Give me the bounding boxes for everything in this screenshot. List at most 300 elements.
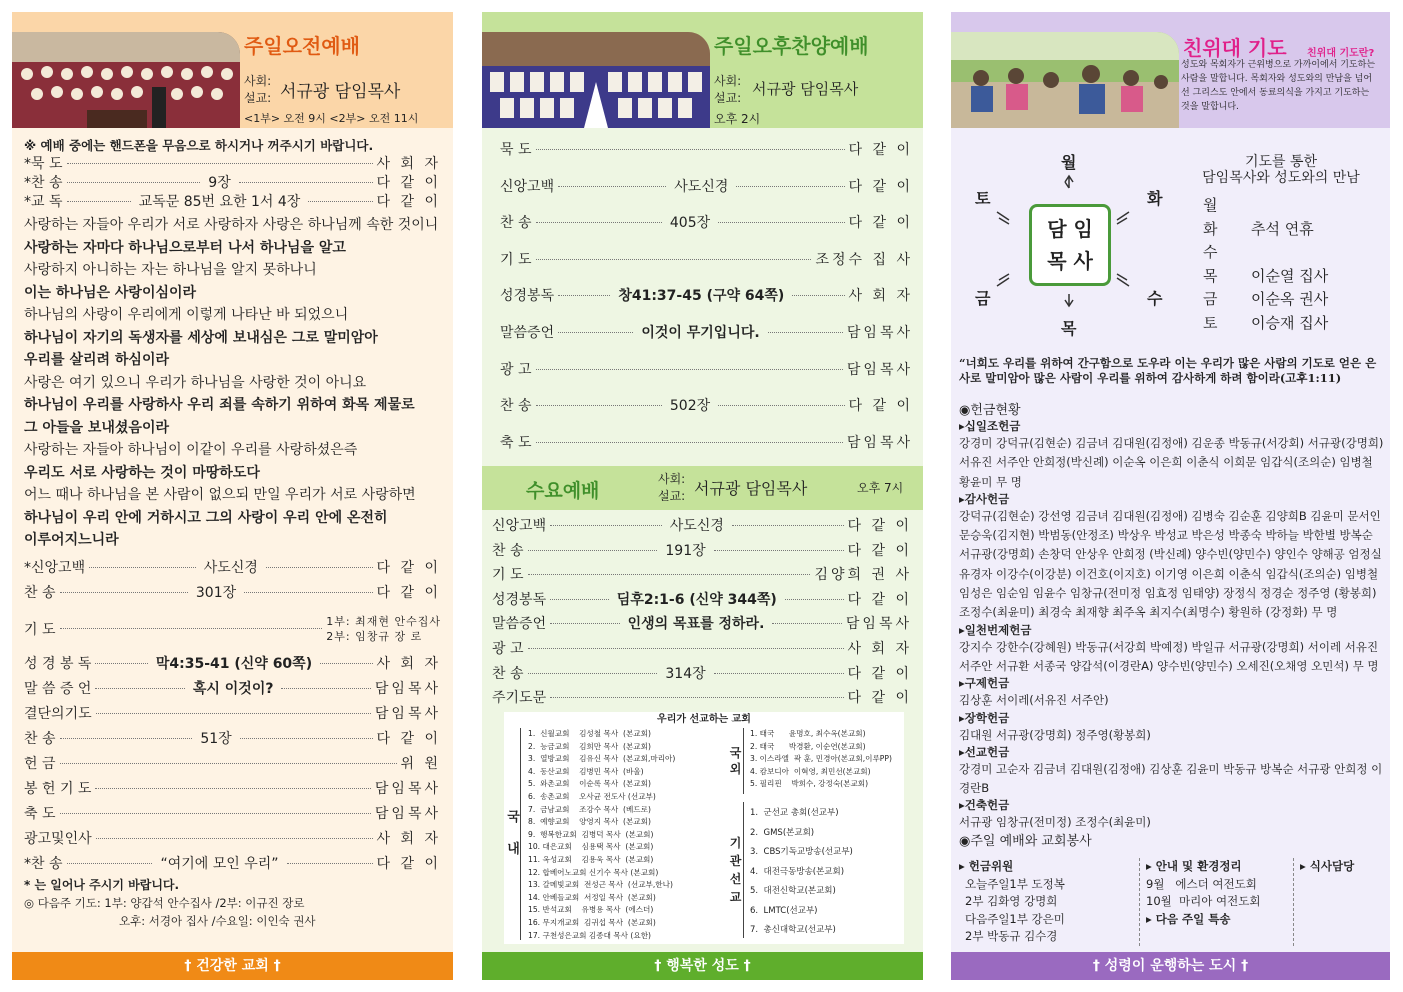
special-song-title: ▸ 다음 주일 특송 <box>1146 911 1231 926</box>
order-content: 인생의 목표를 정하라. <box>627 616 765 633</box>
prayer-q-title: 친위대 기도란? <box>1307 48 1375 59</box>
mission-item: 1. 태국 윤명호, 최수옥(본교회) <box>750 729 866 738</box>
order-row <box>500 205 913 242</box>
mission-item: 5. 와촌교회 이순록 목사 (본교회) <box>528 779 651 789</box>
verse-line: 사랑하는 자들아 우리가 서로 사랑하자 사랑은 하나님께 속한 것이니 <box>24 217 439 233</box>
schedule-person: 이순열 집사 <box>1251 266 1329 285</box>
prayer-header <box>951 12 1390 128</box>
order-content: 502장 <box>669 398 711 415</box>
afternoon-service-panel <box>482 12 923 980</box>
mission-item: 13. 갈메빛교회 전성근 목사 (선교부,한나) <box>528 880 673 890</box>
order-label: 말씀증언 <box>500 324 555 341</box>
pastor-line1: 담 임 <box>1047 217 1093 241</box>
order-leader: 사 회 자 <box>376 655 441 672</box>
order-label: 말 씀 증 언 <box>24 680 92 697</box>
offering-type: ▸구제헌금 <box>959 676 1010 691</box>
mission-item: 17. 구천성은교회 김종대 목사 (요한) <box>528 930 652 940</box>
mission-item: 4. 대전극동방송(본교회) <box>750 866 845 877</box>
offering-type: ▸감사헌금 <box>959 491 1010 506</box>
dot-leader <box>320 663 372 664</box>
order-label: 헌 금 <box>24 755 56 772</box>
meal-committee-title: ▸ 식사담당 <box>1300 859 1355 873</box>
order-label: 찬 송 <box>24 584 56 601</box>
offerings-title: ◉헌금현황 <box>959 403 1021 418</box>
mission-item: 6. 송촌교회 오사균 전도사 (선교부) <box>528 791 656 801</box>
dot-leader <box>785 599 844 600</box>
verse-line: 그 아들을 보내셨음이라 <box>24 419 169 436</box>
dot-leader <box>60 628 323 629</box>
day-top-left: 토 <box>975 189 991 208</box>
order-leader: 사 회 자 <box>848 288 913 305</box>
order-leader: 사 회 자 <box>376 156 441 172</box>
order-label: 성 경 봉 독 <box>24 655 92 672</box>
offering-names: 강경미 고순자 김금녀 김대원(김정애) 김상훈 김윤미 박동규 방복순 서규광 안희정 이경란B <box>959 761 1383 796</box>
order-row <box>492 563 912 588</box>
order-label: 신앙고백 <box>492 518 547 534</box>
prayer-footer: † 성령이 운행하는 도시 † <box>951 952 1390 980</box>
service-title: ◉주일 예배와 교회봉사 <box>959 833 1092 849</box>
prayer-label: 기 도 <box>24 621 56 638</box>
order-leader: 다 같 이 <box>848 178 913 195</box>
order-label: 찬 송 <box>492 665 524 682</box>
order-leader: 담임목사 <box>374 680 441 697</box>
morning-officiant: 서규광 담임목사 <box>280 82 401 102</box>
order-label: 기 도 <box>500 251 532 268</box>
afternoon-title: 주일오후찬양예배 <box>714 34 869 58</box>
dot-leader <box>60 738 193 739</box>
next-prayer-line1: ◎ 다음주 기도: 1부: 양갑석 안수집사 /2부: 이규진 장로 <box>24 895 305 910</box>
order-row <box>500 132 913 169</box>
pastor-box <box>1029 204 1111 286</box>
day-bottom-left: 금 <box>975 289 991 308</box>
order-row <box>492 686 912 711</box>
order-label: 찬 송 <box>500 215 532 232</box>
order-label: *묵 도 <box>24 156 63 172</box>
order-row <box>500 278 913 315</box>
schedule-row <box>1203 194 1383 218</box>
committee-member: 다음주일1부 강은미 <box>965 911 1065 926</box>
dot-leader <box>239 182 373 183</box>
verse-line: 사랑하지 아니하는 자는 하나님을 알지 못하나니 <box>24 262 317 278</box>
order-label: 신앙고백 <box>500 178 555 195</box>
order-leader: 사 회 자 <box>847 640 912 657</box>
order-label: *교 독 <box>24 194 63 210</box>
order-label: 주기도문 <box>492 690 547 707</box>
order-leader: 사 회 자 <box>376 830 441 847</box>
order-row-prayer <box>24 606 441 652</box>
order-leader: 김양희 권 사 <box>814 567 912 584</box>
prayer-q-text: 성도와 목회자가 근위병으로 가까이에서 기도하는 사람을 말합니다. 목회자와 성도와의 만남을 넘어선 그리스도 안에서 동료의식을 가지고 기도하는 것을 말합니다. <box>1181 60 1376 112</box>
day-top: 월 <box>1061 153 1077 172</box>
verse-line: 하나님이 자기의 독생자를 세상에 보내심은 그로 말미암아 <box>24 329 378 346</box>
offering-committee <box>959 858 1131 946</box>
dot-leader <box>550 525 662 526</box>
dot-leader <box>244 592 372 593</box>
committee-member: 2부 박동규 김수경 <box>965 929 1058 943</box>
mission-item: 3. CBS기독교방송(선교부) <box>750 847 853 857</box>
prayer-leader-1: 1부: 최재현 안수집사 <box>326 614 441 628</box>
guide-committee <box>1139 858 1289 946</box>
day-top-right: 화 <box>1147 189 1163 208</box>
order-label: 찬 송 <box>500 398 532 415</box>
dot-leader <box>536 259 812 260</box>
order-label: 묵 도 <box>500 142 532 158</box>
guide-committee-list <box>1146 876 1289 911</box>
offering-type: ▸건축헌금 <box>959 798 1010 813</box>
order-row <box>492 612 912 637</box>
morning-order-part2 <box>24 556 441 606</box>
org-label: 기 관 선 교 <box>728 802 744 938</box>
offering-committee-list <box>959 876 1131 946</box>
dot-leader <box>536 405 662 406</box>
order-leader: 담임목사 <box>846 361 913 378</box>
order-row <box>24 193 441 212</box>
mission-item: 16. 무지개교회 김귀섭 목사 (본교회) <box>528 917 656 927</box>
mission-item: 1. 군선교 총회(선교부) <box>750 808 839 818</box>
dot-leader <box>67 182 201 183</box>
offering-type: ▸장학헌금 <box>959 710 1010 725</box>
dot-leader <box>528 673 658 674</box>
mission-item: 3. 열방교회 김유신 목사 (본교회,마리아) <box>528 754 676 764</box>
order-label: 성경봉독 <box>500 288 555 305</box>
domestic-label: 국 내 <box>507 728 521 940</box>
mission-item: 12. 합베어노교회 신기수 목사 (본교회) <box>528 867 659 877</box>
wednesday-officiant: 서규광 담임목사 <box>694 479 808 498</box>
mission-item: 2. GMS(본교회) <box>750 827 815 838</box>
order-label: 축 도 <box>500 434 532 451</box>
order-content: 405장 <box>669 215 711 232</box>
verse-line: 하나님이 우리 안에 거하시고 그의 사랑이 우리 안에 온전히 <box>24 509 388 526</box>
order-row <box>500 169 913 206</box>
order-leader: 다 같 이 <box>847 518 912 534</box>
schedule-title-line1: 기도를 통한 <box>1244 154 1318 170</box>
foreign-missions <box>750 728 902 791</box>
mission-item: 15. 반석교회 유병용 목사 (에스더) <box>528 905 654 915</box>
order-label: 찬 송 <box>24 730 56 747</box>
order-row <box>24 652 441 677</box>
responsive-reading <box>24 214 441 552</box>
order-row <box>24 852 441 877</box>
dot-leader <box>96 713 371 714</box>
schedule-day: 토 <box>1203 313 1218 332</box>
order-row <box>24 752 441 777</box>
dot-leader <box>558 295 610 296</box>
day-bottom-right: 수 <box>1147 289 1163 308</box>
dot-leader <box>266 567 373 568</box>
schedule-row <box>1203 312 1383 336</box>
order-leader: 다 같 이 <box>847 591 912 608</box>
service-section <box>959 858 1385 948</box>
dot-leader <box>67 163 373 164</box>
mission-item: 1. 신월교회 김성철 목사 (본교회) <box>528 729 651 738</box>
mission-title: 우리가 선교하는 교회 <box>657 714 751 725</box>
dot-leader <box>536 149 845 150</box>
order-label: 기 도 <box>492 567 524 584</box>
order-content: 사도신경 <box>674 178 729 195</box>
guide-committee-title: ▸ 안내 및 환경정리 <box>1146 859 1242 873</box>
dot-leader <box>95 688 184 689</box>
dot-leader <box>60 763 397 764</box>
order-content: 이것이 무기입니다. <box>641 324 760 341</box>
order-leader: 담임목사 <box>374 705 441 722</box>
scripture-quote: “너희도 우리를 위하여 간구함으로 도우라 이는 우리가 많은 사람의 기도로 얻은 은사로 말미암아 많은 사람이 우리를 위하여 감사하게 하려 함이라(고후1:11) <box>959 356 1377 385</box>
day-bottom: 목 <box>1061 319 1077 338</box>
order-leader: 담임목사 <box>846 434 913 451</box>
offering-committee-title: ▸ 헌금위원 <box>959 859 1014 873</box>
afternoon-header <box>482 12 923 128</box>
order-leader: 다 같 이 <box>848 215 913 232</box>
committee-member: 오늘주일1부 도정복 <box>965 876 1065 891</box>
offerings-list <box>959 419 1385 833</box>
afternoon-footer: † 행복한 성도 † <box>482 952 923 980</box>
schedule-row <box>1203 218 1383 242</box>
dot-leader <box>768 332 843 333</box>
order-label: 말씀증언 <box>492 616 547 633</box>
order-content: “여기에 모인 우리” <box>160 855 279 872</box>
prayer-photo <box>951 32 1179 128</box>
mission-item: 9. 행복한교회 김병덕 목사 (본교회) <box>528 829 654 839</box>
praise-choir-photo <box>482 32 710 128</box>
schedule-person: 이순옥 권사 <box>1251 290 1329 309</box>
order-row <box>24 174 441 193</box>
verse-line: 우리를 살리려 하심이라 <box>24 352 169 368</box>
prayer-title: 친위대 기도 <box>1183 36 1287 60</box>
afternoon-time: 오후 2시 <box>714 112 761 126</box>
order-leader: 조정수 집 사 <box>815 251 913 268</box>
dot-leader <box>60 592 188 593</box>
order-leader: 다 같 이 <box>847 665 912 682</box>
dot-leader <box>281 688 370 689</box>
dot-leader <box>536 369 843 370</box>
order-label: 봉 헌 기 도 <box>24 780 92 797</box>
schedule-day: 월 <box>1203 196 1218 214</box>
order-content: 301장 <box>195 584 237 601</box>
pastor-line2: 목 사 <box>1047 249 1093 273</box>
order-label: 성경봉독 <box>492 591 547 608</box>
wednesday-title: 수요예배 <box>526 480 600 502</box>
order-content: 사도신경 <box>203 559 258 576</box>
order-row <box>24 777 441 802</box>
offering-type: ▸일천번제헌금 <box>959 622 1032 637</box>
order-leader: 위 원 <box>400 755 441 772</box>
order-row <box>24 556 441 581</box>
schedule-day: 금 <box>1203 290 1218 309</box>
morning-service-panel <box>12 12 453 980</box>
prayer-diagram <box>951 136 1176 356</box>
offering-names: 김대원 서규광(강명희) 정주영(황봉희) <box>959 727 1151 742</box>
order-label: 광고및인사 <box>24 830 92 847</box>
mission-item: 8. 예향교회 양영지 목사 (본교회) <box>528 817 651 827</box>
order-row <box>492 588 912 613</box>
verse-line: 하나님의 사랑이 우리에게 이렇게 나타난 바 되었으니 <box>24 307 349 323</box>
order-leader: 다 같 이 <box>376 855 441 872</box>
wednesday-preacher-label: 설교: <box>658 489 686 503</box>
order-label: 찬 송 <box>492 542 524 559</box>
wednesday-host-label: 사회: <box>658 472 686 486</box>
order-leader: 담임목사 <box>374 780 441 797</box>
dot-leader <box>550 697 843 698</box>
phone-notice: ※ 예배 중에는 핸드폰을 무음으로 하시거나 꺼주시기 바랍니다. <box>24 138 374 153</box>
next-prayer-line2: 오후: 서경아 집사 /수요일: 이인숙 권사 <box>119 913 316 928</box>
dot-leader <box>714 550 844 551</box>
order-row <box>500 388 913 425</box>
order-label: 축 도 <box>24 805 56 822</box>
wednesday-time: 오후 7시 <box>857 481 904 495</box>
mission-item: 4. 동산교회 김병민 목사 (바울) <box>528 766 644 776</box>
dot-leader <box>736 186 844 187</box>
morning-preacher-label: 설교: <box>244 91 272 105</box>
dot-leader <box>714 673 844 674</box>
morning-times: <1부> 오전 9시 <2부> 오전 11시 <box>244 112 419 125</box>
dot-leader <box>287 863 373 864</box>
order-label: 광 고 <box>492 640 524 657</box>
schedule-person: 추석 연휴 <box>1251 219 1314 238</box>
dot-leader <box>558 186 666 187</box>
dot-leader <box>96 838 373 839</box>
offering-names: 강덕규(김현순) 강선영 김금녀 김대원(김정애) 김병숙 김순훈 김양희B 김윤미 문서인 문승욱(김지현) 박범동(안정조) 박상우 박성교 박은성 박종숙 박하늘 박한별 방복순 서규광(강명희) 손창덕 안상우 안희정 (박신례) 양수빈(양민수) 양인수 양해공 엄정실 유경자 이강수(이강분) 이건호(이지호) 이기영 이은희 이춘식 임갑식(조의순) 임병철 임성은 임순임 임윤수 임창규(전미정 임효정 임태양) 장정식 정경순 정주영 (황봉희) 조정수(최윤미) 최경숙 최재향 최주옥 최지수(최명수) 황원하 (강정화) 무 명 <box>959 508 1382 620</box>
dot-leader <box>528 648 844 649</box>
wednesday-order <box>492 514 912 711</box>
foreign-label: 국 외 <box>728 728 744 794</box>
prayer-leader-2: 2부: 임창규 장 로 <box>326 629 423 643</box>
domestic-missions <box>528 728 728 942</box>
order-leader: 다 같 이 <box>848 142 913 158</box>
order-content: 혹시 이것이? <box>192 680 274 697</box>
schedule-person: 이승재 집사 <box>1251 313 1329 332</box>
morning-host-label: 사회: <box>244 74 272 88</box>
order-content: 191장 <box>665 542 706 559</box>
dot-leader <box>732 525 844 526</box>
prayer-leaders <box>326 614 441 644</box>
order-row <box>492 637 912 662</box>
schedule-day: 화 <box>1203 219 1218 238</box>
order-content: 막4:35-41 (신약 60쪽) <box>155 655 313 672</box>
dot-leader <box>536 442 843 443</box>
dot-leader <box>89 567 196 568</box>
order-content: 51장 <box>200 730 232 747</box>
schedule-day: 수 <box>1203 243 1218 262</box>
afternoon-order <box>482 128 923 461</box>
order-row <box>500 352 913 389</box>
org-missions <box>750 804 902 941</box>
verse-line: 사랑은 여기 있으니 우리가 하나님을 사랑한 것이 아니요 <box>24 374 367 391</box>
dot-leader <box>240 738 373 739</box>
morning-order <box>12 128 453 930</box>
order-content: 교독문 85번 요한 1서 4장 <box>138 194 301 210</box>
dot-leader <box>792 295 844 296</box>
morning-order-part3 <box>24 652 441 877</box>
prayer-schedule <box>1203 194 1383 336</box>
order-leader: 다 같 이 <box>847 542 912 559</box>
order-leader: 다 같 이 <box>847 690 912 707</box>
afternoon-host-label: 사회: <box>714 74 742 88</box>
mission-item: 14. 안베들교회 서정일 목사 (본교회) <box>528 892 656 902</box>
order-row <box>500 242 913 279</box>
schedule-row <box>1203 241 1383 265</box>
order-row <box>492 662 912 687</box>
order-label: 결단의기도 <box>24 705 92 722</box>
dot-leader <box>550 599 609 600</box>
mission-table <box>504 712 904 944</box>
dot-leader <box>536 222 662 223</box>
choir-photo <box>12 32 240 128</box>
dot-leader <box>550 623 620 624</box>
order-row <box>24 727 441 752</box>
verse-line: 어느 때나 하나님을 본 사람이 없으되 만일 우리가 서로 사랑하면 <box>24 487 416 503</box>
order-leader: 담임목사 <box>846 324 913 341</box>
morning-order-part1 <box>24 155 441 212</box>
schedule-day: 목 <box>1203 266 1218 285</box>
order-leader: 담임목사 <box>845 616 912 633</box>
afternoon-preacher-label: 설교: <box>714 91 742 105</box>
order-row <box>492 539 912 564</box>
dot-leader <box>308 201 372 202</box>
offerings-section <box>959 402 1385 851</box>
schedule-title-line2: 담임목사와 성도와의 만남 <box>1202 170 1360 186</box>
order-row <box>492 514 912 539</box>
committee-member: 10월 마리아 여전도회 <box>1146 894 1261 908</box>
verse-line: 사랑하는 자들아 하나님이 이같이 우리를 사랑하셨은즉 <box>24 442 358 458</box>
order-label: *신앙고백 <box>24 559 86 576</box>
mission-item: 7. 총신대학교(선교부) <box>750 925 836 935</box>
schedule-row <box>1203 288 1383 312</box>
mission-item: 11. 옥성교회 김용욱 목사 (본교회) <box>528 854 654 864</box>
mission-item: 5. 필리핀 박희수, 강정숙(본교회) <box>750 779 869 789</box>
offering-type: ▸선교헌금 <box>959 744 1010 759</box>
order-label: *찬 송 <box>24 175 63 191</box>
verse-line: 우리도 서로 사랑하는 것이 마땅하도다 <box>24 464 260 481</box>
dot-leader <box>95 663 147 664</box>
dot-leader <box>718 405 844 406</box>
morning-header <box>12 12 453 128</box>
dot-leader <box>60 813 371 814</box>
afternoon-officiant: 서규광 담임목사 <box>752 80 859 98</box>
mission-item: 2. 능금교회 김희만 목사 (본교회) <box>528 741 651 751</box>
order-leader: 다 같 이 <box>376 559 441 576</box>
order-leader: 다 같 이 <box>376 584 441 601</box>
verse-line: 이는 하나님은 사랑이심이라 <box>24 284 197 301</box>
schedule-title <box>1181 154 1381 186</box>
offering-type: ▸십일조헌금 <box>959 419 1021 433</box>
schedule-row <box>1203 265 1383 289</box>
prayer-panel <box>951 12 1390 980</box>
dot-leader <box>528 550 658 551</box>
dot-leader <box>772 623 842 624</box>
dot-leader <box>528 574 811 575</box>
mission-item: 4. 캄보디아 이혁영, 최민선(본교회) <box>750 766 871 776</box>
order-row <box>24 802 441 827</box>
offering-names: 김상훈 서이레(서유진 서주안) <box>959 693 1109 708</box>
order-row <box>500 315 913 352</box>
dot-leader <box>95 788 370 789</box>
dot-leader <box>67 863 153 864</box>
order-row <box>500 425 913 462</box>
order-content: 창41:37-45 (구약 64쪽) <box>618 288 785 305</box>
offering-names: 서규광 임창규(전미정) 조정수(최윤미) <box>959 815 1151 830</box>
mission-item: 10. 대은교회 심용택 목사 (본교회) <box>528 842 654 852</box>
mission-item: 2. 태국 박경환, 이순연(본교회) <box>750 741 866 751</box>
order-content: 314장 <box>665 665 706 682</box>
wednesday-header <box>482 466 923 510</box>
order-row <box>24 677 441 702</box>
mission-item: 7. 금남교회 조강수 목사 (베드로) <box>528 804 651 814</box>
order-content: 9장 <box>208 175 231 191</box>
verse-line: 이루어지느니라 <box>24 532 119 548</box>
offering-names: 강지수 강한수(강혜원) 박동규(서강희 박예정) 박일규 서규광(강명희) 서이레 서유진 서주안 서규환 서종국 양갑석(이경란A) 양수빈(양민수) 오세진(오채영 오민석) 무 명 <box>959 639 1379 673</box>
mission-item: 6. LMTC(선교부) <box>750 905 818 916</box>
order-content: 사도신경 <box>669 518 724 534</box>
order-row <box>24 581 441 606</box>
